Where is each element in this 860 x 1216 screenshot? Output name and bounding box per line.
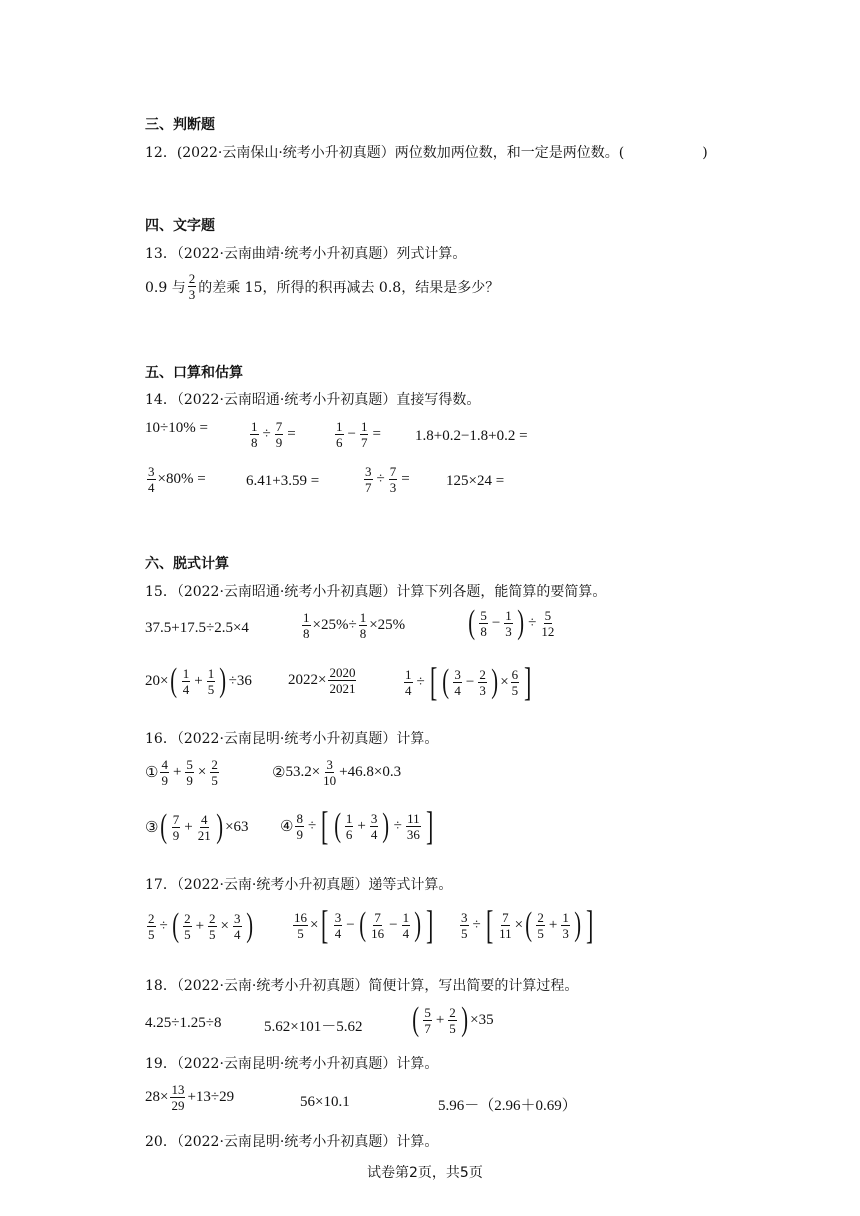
section-heading-6: 六、脱式计算 [145,556,229,572]
question-16: 16．（2022·云南昆明·统考小升初真题）计算。 [145,731,439,747]
section-heading-4: 四、文字题 [145,218,215,234]
q18-item-3: ( $\frac{5}{7}$ + $\frac{2}{5}$ ) ×35 [412,1001,494,1038]
q18-item-1: 4.25÷1.25÷8 [145,1015,222,1031]
question-19: 19．（2022·云南昆明·统考小升初真题）计算。 [145,1056,439,1072]
q15-item-4: 20× ( $\frac{1}{4}$ + $\frac{1}{5}$ ) ÷36 [145,662,252,699]
q14-item-7: $\frac{3}{7}$ ÷ $\frac{7}{3}$ = [365,464,410,495]
q16-item-1: ① $\frac{4}{9}$ + $\frac{5}{9}$ × $\frac{2}{5}$ [145,757,218,788]
fraction: $\frac{2}{3}$ [188,271,196,302]
q16-item-4: ④ $\frac{8}{9}$ ÷ [ ( $\frac{1}{6}$ + $\frac{3}{4}$ ) ÷ $\frac{11}{36}$ ] [280,803,434,848]
q15-item-5: 2022× $\frac{2020}{2021}$ [288,665,356,696]
q17-item-3: $\frac{3}{5}$ ÷ [ $\frac{7}{11}$ × ( $\frac{2}{5}$ + $\frac{1}{3}$ ) ] [461,902,594,947]
page-footer: 试卷第2页，共5页 [367,1165,483,1181]
q19-item-1: 28× $\frac{13}{29}$ +13÷29 [145,1082,235,1113]
q14-item-1: 10÷10% = [145,420,208,436]
q19-item-3: 5.96－（2.96＋0.69） [438,1098,577,1114]
q14-item-6: 6.41+3.59 = [246,473,320,489]
question-20: 20．（2022·云南昆明·统考小升初真题）计算。 [145,1134,439,1150]
q15-item-3: ( $\frac{5}{8}$ − $\frac{1}{3}$ ) ÷ $\frac{5}{12}$ [468,604,555,641]
q14-item-5: $\frac{3}{4}$ ×80% = [148,464,206,495]
question-15: 15．（2022·云南昭通·统考小升初真题）计算下列各题，能简算的要简算。 [145,584,607,600]
question-12: 12．(2022·云南保山·统考小升初真题）两位数加两位数，和一定是两位数。( ) [145,145,708,161]
question-17: 17．（2022·云南·统考小升初真题）递等式计算。 [145,877,453,893]
question-14: 14．（2022·云南昭通·统考小升初真题）直接写得数。 [145,392,481,408]
section-heading-3: 三、判断题 [145,117,215,133]
section-heading-5: 五、口算和估算 [145,365,243,381]
question-18: 18．（2022·云南·统考小升初真题）简便计算，写出简要的计算过程。 [145,978,579,994]
q14-item-3: $\frac{1}{6}$ − $\frac{1}{7}$ = [336,419,381,450]
q19-item-2: 56×10.1 [300,1094,350,1110]
q14-item-8: 125×24 = [446,473,505,489]
q17-item-2: $\frac{16}{5}$ × [ $\frac{3}{4}$ − ( $\frac{7}{16}$ − $\frac{1}{4}$ ) ] [294,902,434,947]
q16-item-2: ② 53.2× $\frac{3}{10}$ +46.8×0.3 [272,757,402,788]
q15-item-2: $\frac{1}{8}$ ×25%÷ $\frac{1}{8}$ ×25% [303,610,406,641]
question-13-body: 0.9 与 $\frac{2}{3}$ 的差乘 15，所得的积再减去 0.8，结果是多少？ [145,271,500,302]
q14-item-4: 1.8+0.2−1.8+0.2 = [415,428,528,444]
q15-item-1: 37.5+17.5÷2.5×4 [145,620,249,636]
q15-item-6: $\frac{1}{4}$ ÷ [ ( $\frac{3}{4}$ − $\frac{2}{3}$ ) × $\frac{6}{5}$ ] [405,659,532,704]
q18-item-2: 5.62×101－5.62 [264,1019,363,1035]
q16-item-3: ③ ( $\frac{7}{9}$ + $\frac{4}{21}$ ) ×63 [145,808,249,845]
q17-item-1: $\frac{2}{5}$ ÷ ( $\frac{2}{5}$ + $\frac{2}{5}$ × $\frac{3}{4}$ ) [148,907,253,944]
q14-item-2: $\frac{1}{8}$ ÷ $\frac{7}{9}$ = [251,419,296,450]
question-13: 13．（2022·云南曲靖·统考小升初真题）列式计算。 [145,246,467,262]
